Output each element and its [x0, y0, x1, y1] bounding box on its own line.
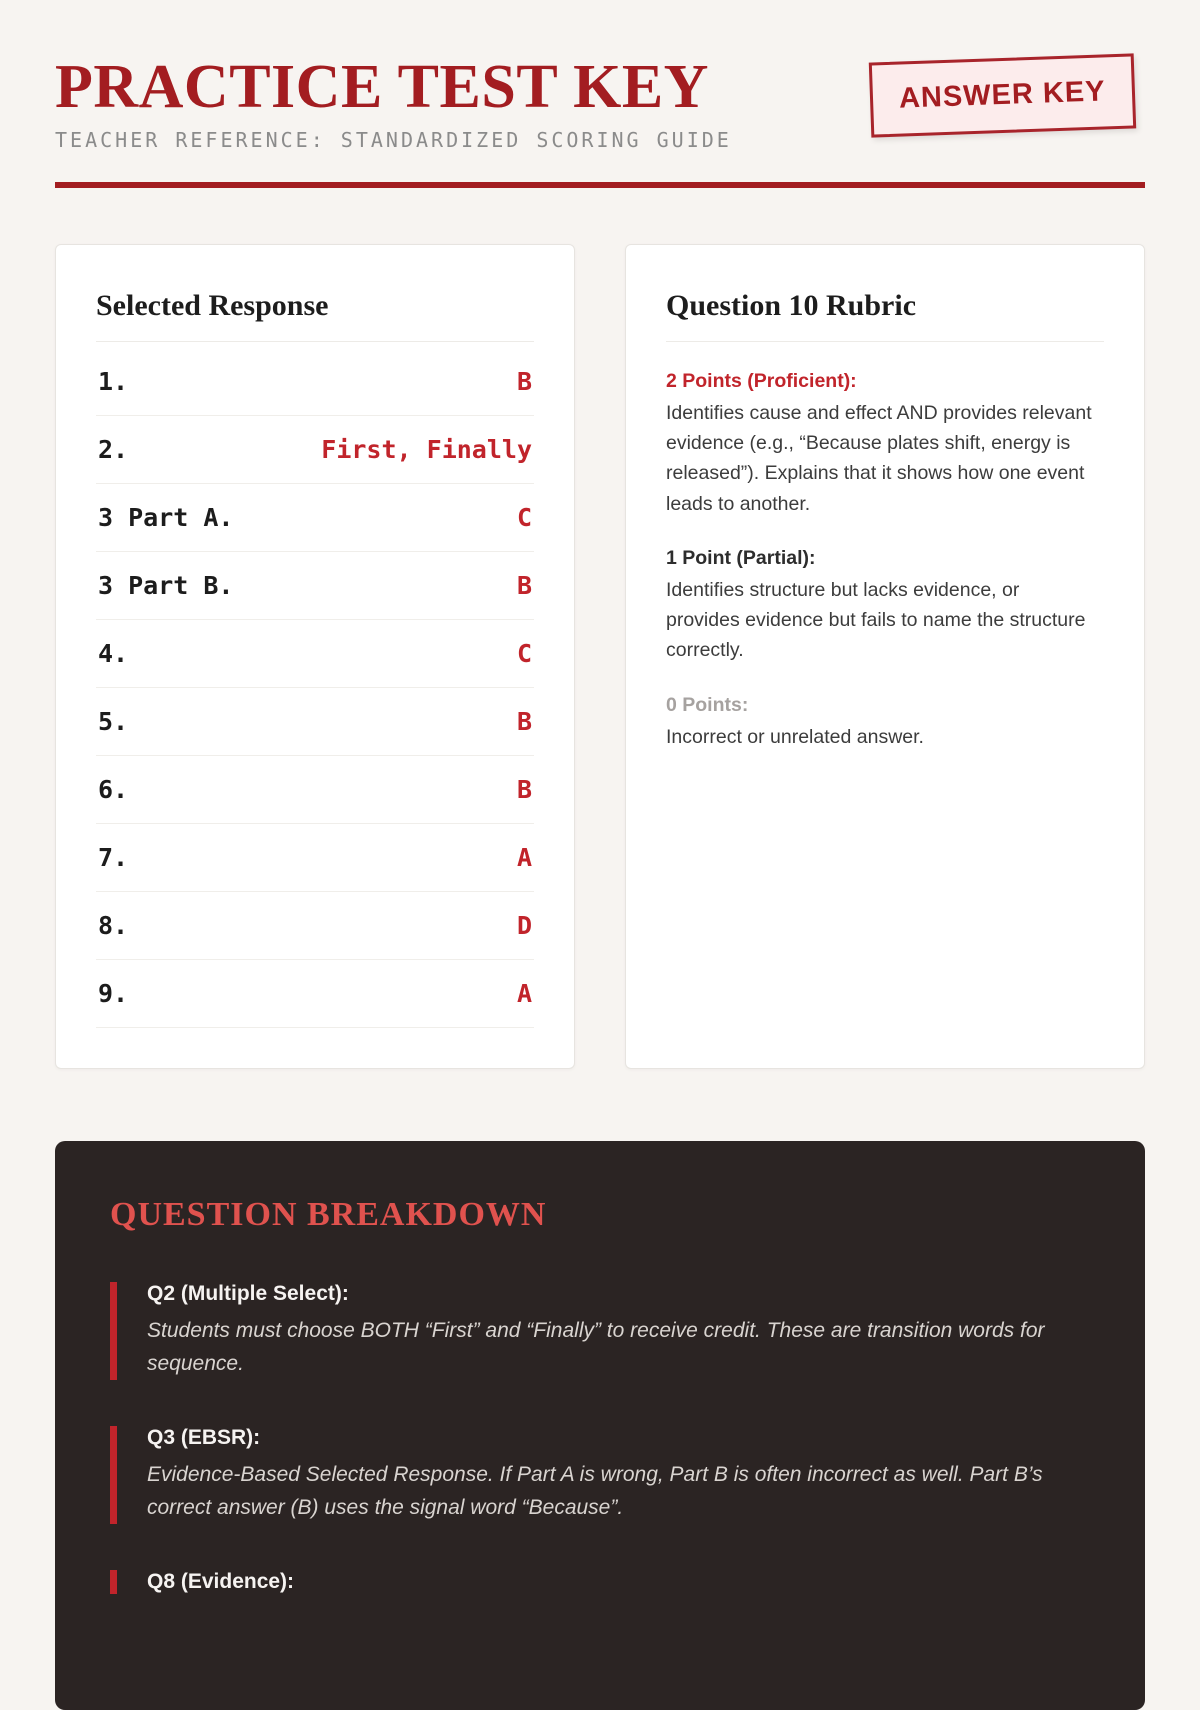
answer-row	[96, 348, 534, 416]
breakdown-item-title: Q3 (EBSR):	[147, 1426, 261, 1450]
answer-label: 7.	[98, 843, 129, 872]
answer-value: B	[516, 367, 532, 396]
answer-row	[96, 824, 534, 892]
question-breakdown-heading: QUESTION BREAKDOWN	[110, 1196, 547, 1233]
answer-key-stamp: ANSWER KEY	[869, 53, 1136, 137]
rubric-level-text: Identifies cause and effect AND provides relevant evidence (e.g., “Because plates shift, energy is released”). Explains that it shows how one event leads to another.	[666, 402, 1092, 515]
answer-label: 6.	[98, 775, 129, 804]
answer-value: A	[516, 843, 532, 872]
rubric-level-label: 0 Points:	[666, 693, 749, 716]
answer-label: 1.	[98, 367, 129, 396]
answer-row	[96, 756, 534, 824]
rubric-heading: Question 10 Rubric	[666, 289, 1104, 342]
breakdown-item-text: Students must choose BOTH “First” and “Finally” to receive credit. These are transition words for sequence.	[147, 1319, 1045, 1375]
answer-value: C	[516, 639, 532, 668]
answer-value: A	[516, 979, 532, 1008]
answer-value: B	[516, 707, 532, 736]
answer-value: C	[516, 503, 532, 532]
rubric-level-proficient	[666, 370, 1104, 519]
answer-row	[96, 416, 534, 484]
answer-value: First, Finally	[321, 435, 532, 464]
answer-value: B	[516, 571, 532, 600]
answer-row	[96, 892, 534, 960]
answer-label: 8.	[98, 911, 129, 940]
page-subtitle: TEACHER REFERENCE: STANDARDIZED SCORING GUIDE	[55, 128, 732, 152]
page-title: PRACTICE TEST KEY	[55, 53, 709, 121]
answer-label: 9.	[98, 979, 129, 1008]
selected-response-heading: Selected Response	[96, 289, 534, 342]
breakdown-item-q8	[110, 1570, 1090, 1594]
answer-row	[96, 960, 534, 1028]
selected-response-card	[55, 244, 575, 1069]
answer-row	[96, 620, 534, 688]
rubric-level-zero	[666, 694, 1104, 752]
rubric-card	[625, 244, 1145, 1069]
breakdown-item-q3	[110, 1426, 1090, 1524]
main-content	[55, 244, 1145, 1069]
breakdown-item-title: Q2 (Multiple Select):	[147, 1282, 349, 1305]
rubric-level-label: 1 Point (Partial):	[666, 546, 816, 569]
header-divider	[55, 182, 1145, 188]
answer-label: 3 Part B.	[98, 571, 234, 600]
answer-row	[96, 484, 534, 552]
rubric-level-label: 2 Points (Proficient):	[666, 370, 857, 392]
answer-label: 2.	[98, 435, 129, 464]
answer-label: 3 Part A.	[98, 503, 234, 532]
header	[55, 53, 1145, 188]
rubric-level-text: Incorrect or unrelated answer.	[666, 725, 924, 748]
answer-value: D	[516, 911, 532, 940]
answer-value: B	[516, 775, 532, 804]
answer-label: 4.	[98, 639, 129, 668]
breakdown-item-text: Evidence-Based Selected Response. If Part A is wrong, Part B is often incorrect as well. Part B’s correct answer (B) uses the signal word “Because”.	[147, 1463, 1043, 1519]
answer-row	[96, 552, 534, 620]
question-breakdown-panel	[55, 1141, 1145, 1710]
rubric-level-partial	[666, 547, 1104, 666]
rubric-level-text: Identifies structure but lacks evidence, or provides evidence but fails to name the structure correctly.	[666, 578, 1086, 662]
breakdown-item-q2	[110, 1282, 1090, 1380]
answer-row	[96, 688, 534, 756]
answer-label: 5.	[98, 707, 129, 736]
breakdown-item-title: Q8 (Evidence):	[147, 1570, 295, 1594]
